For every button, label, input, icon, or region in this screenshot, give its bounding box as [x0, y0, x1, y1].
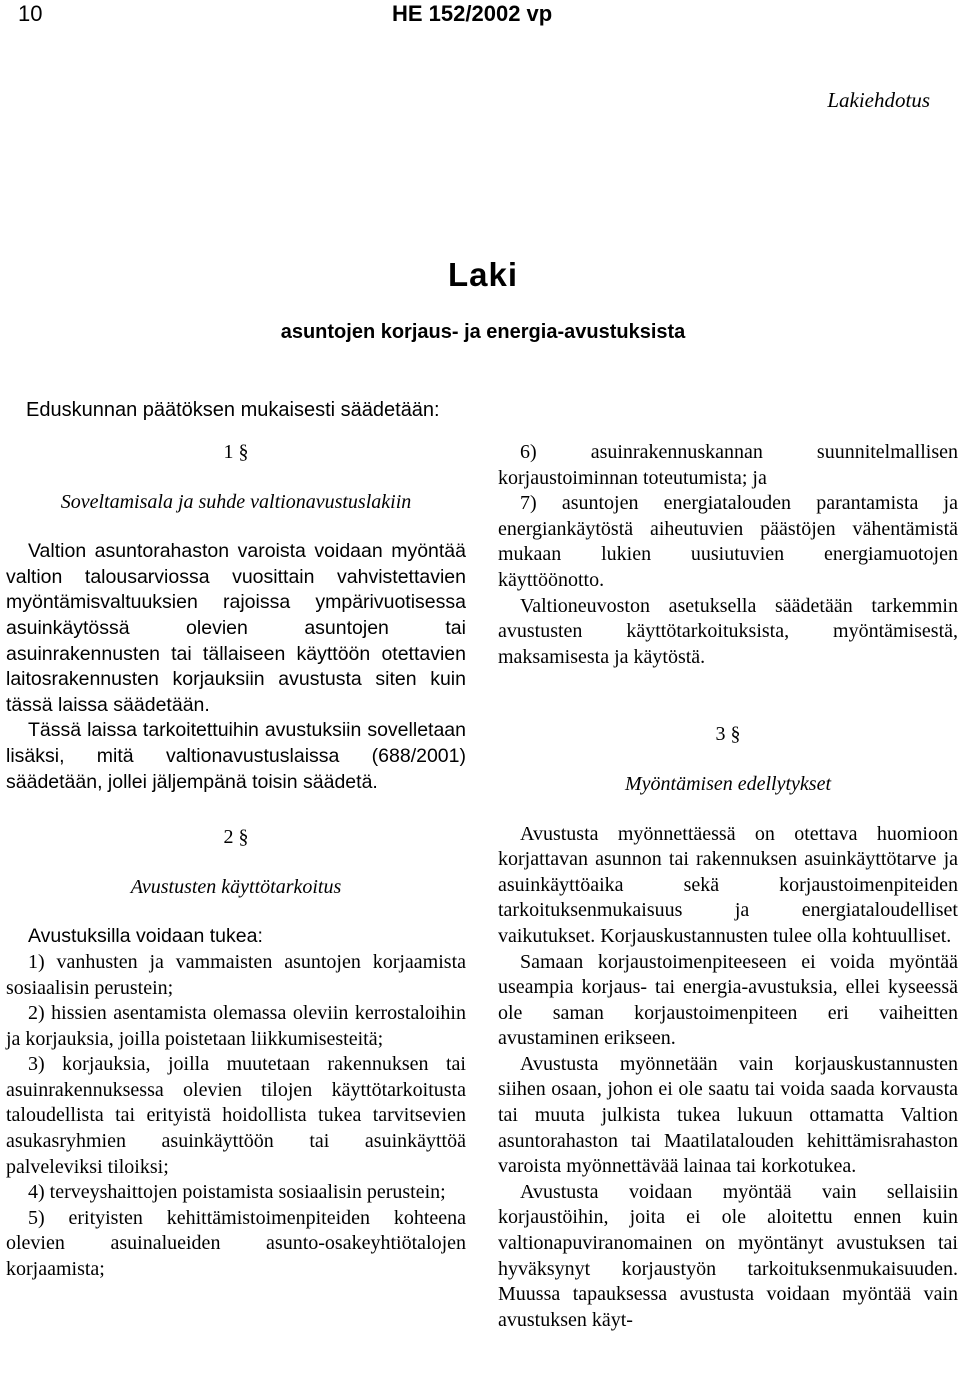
section-2-item-3: 3) korjauksia, joilla muutetaan rakennuksen tai asuinrakennuksessa olevien tilojen käyttötarkoitusta taloudellista tai erityistä hoidollista tukea tarvitsevien asukasryhmien asuinkäyttöön tai asuinkäyttöä palveleviksi tiloiksi; [6, 1053, 466, 1178]
section-2-item-5: 5) erityisten kehittämistoimenpiteiden kohteena olevien asuinalueiden asunto-osakeyhtiötalojen korjaamista; [6, 1206, 466, 1281]
section-2-paragraph-after: Valtioneuvoston asetuksella säädetään tarkemmin avustusten käyttötarkoituksista, myöntämisestä, maksamisesta ja käytöstä. [498, 594, 958, 668]
section-2-item-1: 1) vanhusten ja vammaisten asuntojen korjaamista sosiaalisin perustein; [6, 950, 466, 999]
section-2-item-6: 6) asuinrakennuskannan suunnitelmallisen korjaustoiminnan toteutumista; ja [498, 441, 958, 489]
section-2-title: Avustusten käyttötarkoitus [130, 875, 342, 898]
left-column [6, 440, 466, 1283]
law-subtitle: asuntojen korjaus- ja energia-avustuksista [280, 321, 686, 343]
section-3-paragraph-4: Avustusta voidaan myöntää vain sellaisiin korjaustöihin, joita ei ole aloitettu ennen kuin valtionapuviranomainen on myöntänyt avustuksen tai hyväksynyt korjaustyön tarkoituksenmukaisuuden. Muussa tapauksessa avustusta voidaan myöntää vain avustuksen käyt- [498, 1180, 958, 1331]
law-title: Laki [447, 256, 519, 293]
document-id: HE 152/2002 vp [392, 1, 553, 26]
right-column [498, 440, 958, 1333]
section-3-paragraph-3: Avustusta myönnetään vain korjauskustannusten siihen osaan, johon ei ole saatu tai voida saada korvausta tai muuta julkista tukea lukuun ottamatta Valtion asuntorahaston tai Maatilatalouden kehittämisrahaston varoista myönnettävää lainaa tai korkotukea. [498, 1052, 958, 1178]
page-number: 10 [18, 1, 43, 26]
section-2-item-7: 7) asuntojen energiatalouden parantamista ja energiankäytöstä aiheutuvien päästöjen vähentämistä mukaan lukien uusiutuvien energiamuotojen käyttöönotto. [498, 492, 958, 591]
section-3-paragraph-1: Avustusta myönnettäessä on otettava huomioon korjattavan asunnon tai rakennuksen asuinkäyttötarve ja asuinkäyttöaika sekä korjaustoimenpiteiden tarkoituksenmukaisuus ja energiataloudelliset vaikutukset. Korjauskustannusten tulee olla kohtuulliset. [498, 822, 958, 947]
enactment-clause: Eduskunnan päätöksen mukaisesti säädetään: [26, 399, 440, 421]
document-type: Lakiehdotus [827, 88, 930, 112]
section-1-paragraph-2: Tässä laissa tarkoitettuihin avustuksiin sovelletaan lisäksi, mitä valtionavustuslaissa (688/2001) säädetään, jollei jäljempänä toisin säädetä. [6, 719, 466, 793]
section-2-intro: Avustuksilla voidaan tukea: [28, 925, 263, 948]
section-1-paragraph-1: Valtion asuntorahaston varoista voidaan myöntää valtion talousarviossa vuosittain vahvistettavien myöntämisvaltuuksien rajoissa ympärivuotisessa asuinkäytössä olevien asuntojen tai asuinrakennusten tai tällaiseen käyttöön otettavien laitosrakennusten korjauksiin avustusta siten kuin tässä laissa säädetään. [6, 540, 466, 716]
section-2-item-2: 2) hissien asentamista olemassa oleviin kerrostaloihin ja korjauksia, joilla poistetaan liikkumisesteitä; [6, 1002, 466, 1050]
section-2-number: 2 § [223, 826, 249, 849]
section-1-title: Soveltamisala ja suhde valtionavustuslakiin [60, 490, 412, 513]
section-1-number: 1 § [223, 441, 249, 463]
section-3-number: 3 § [715, 723, 741, 746]
section-3-title: Myöntämisen edellytykset [624, 772, 832, 795]
section-3-paragraph-2: Samaan korjaustoimenpiteeseen ei voida myöntää useampia korjaus- tai energia-avustuksia, ellei kyseessä ole saman korjaustoimenpiteen eri vaiheitten avustaminen erikseen. [498, 950, 958, 1050]
section-2-item-4: 4) terveyshaittojen poistamista sosiaalisin perustein; [28, 1181, 446, 1204]
